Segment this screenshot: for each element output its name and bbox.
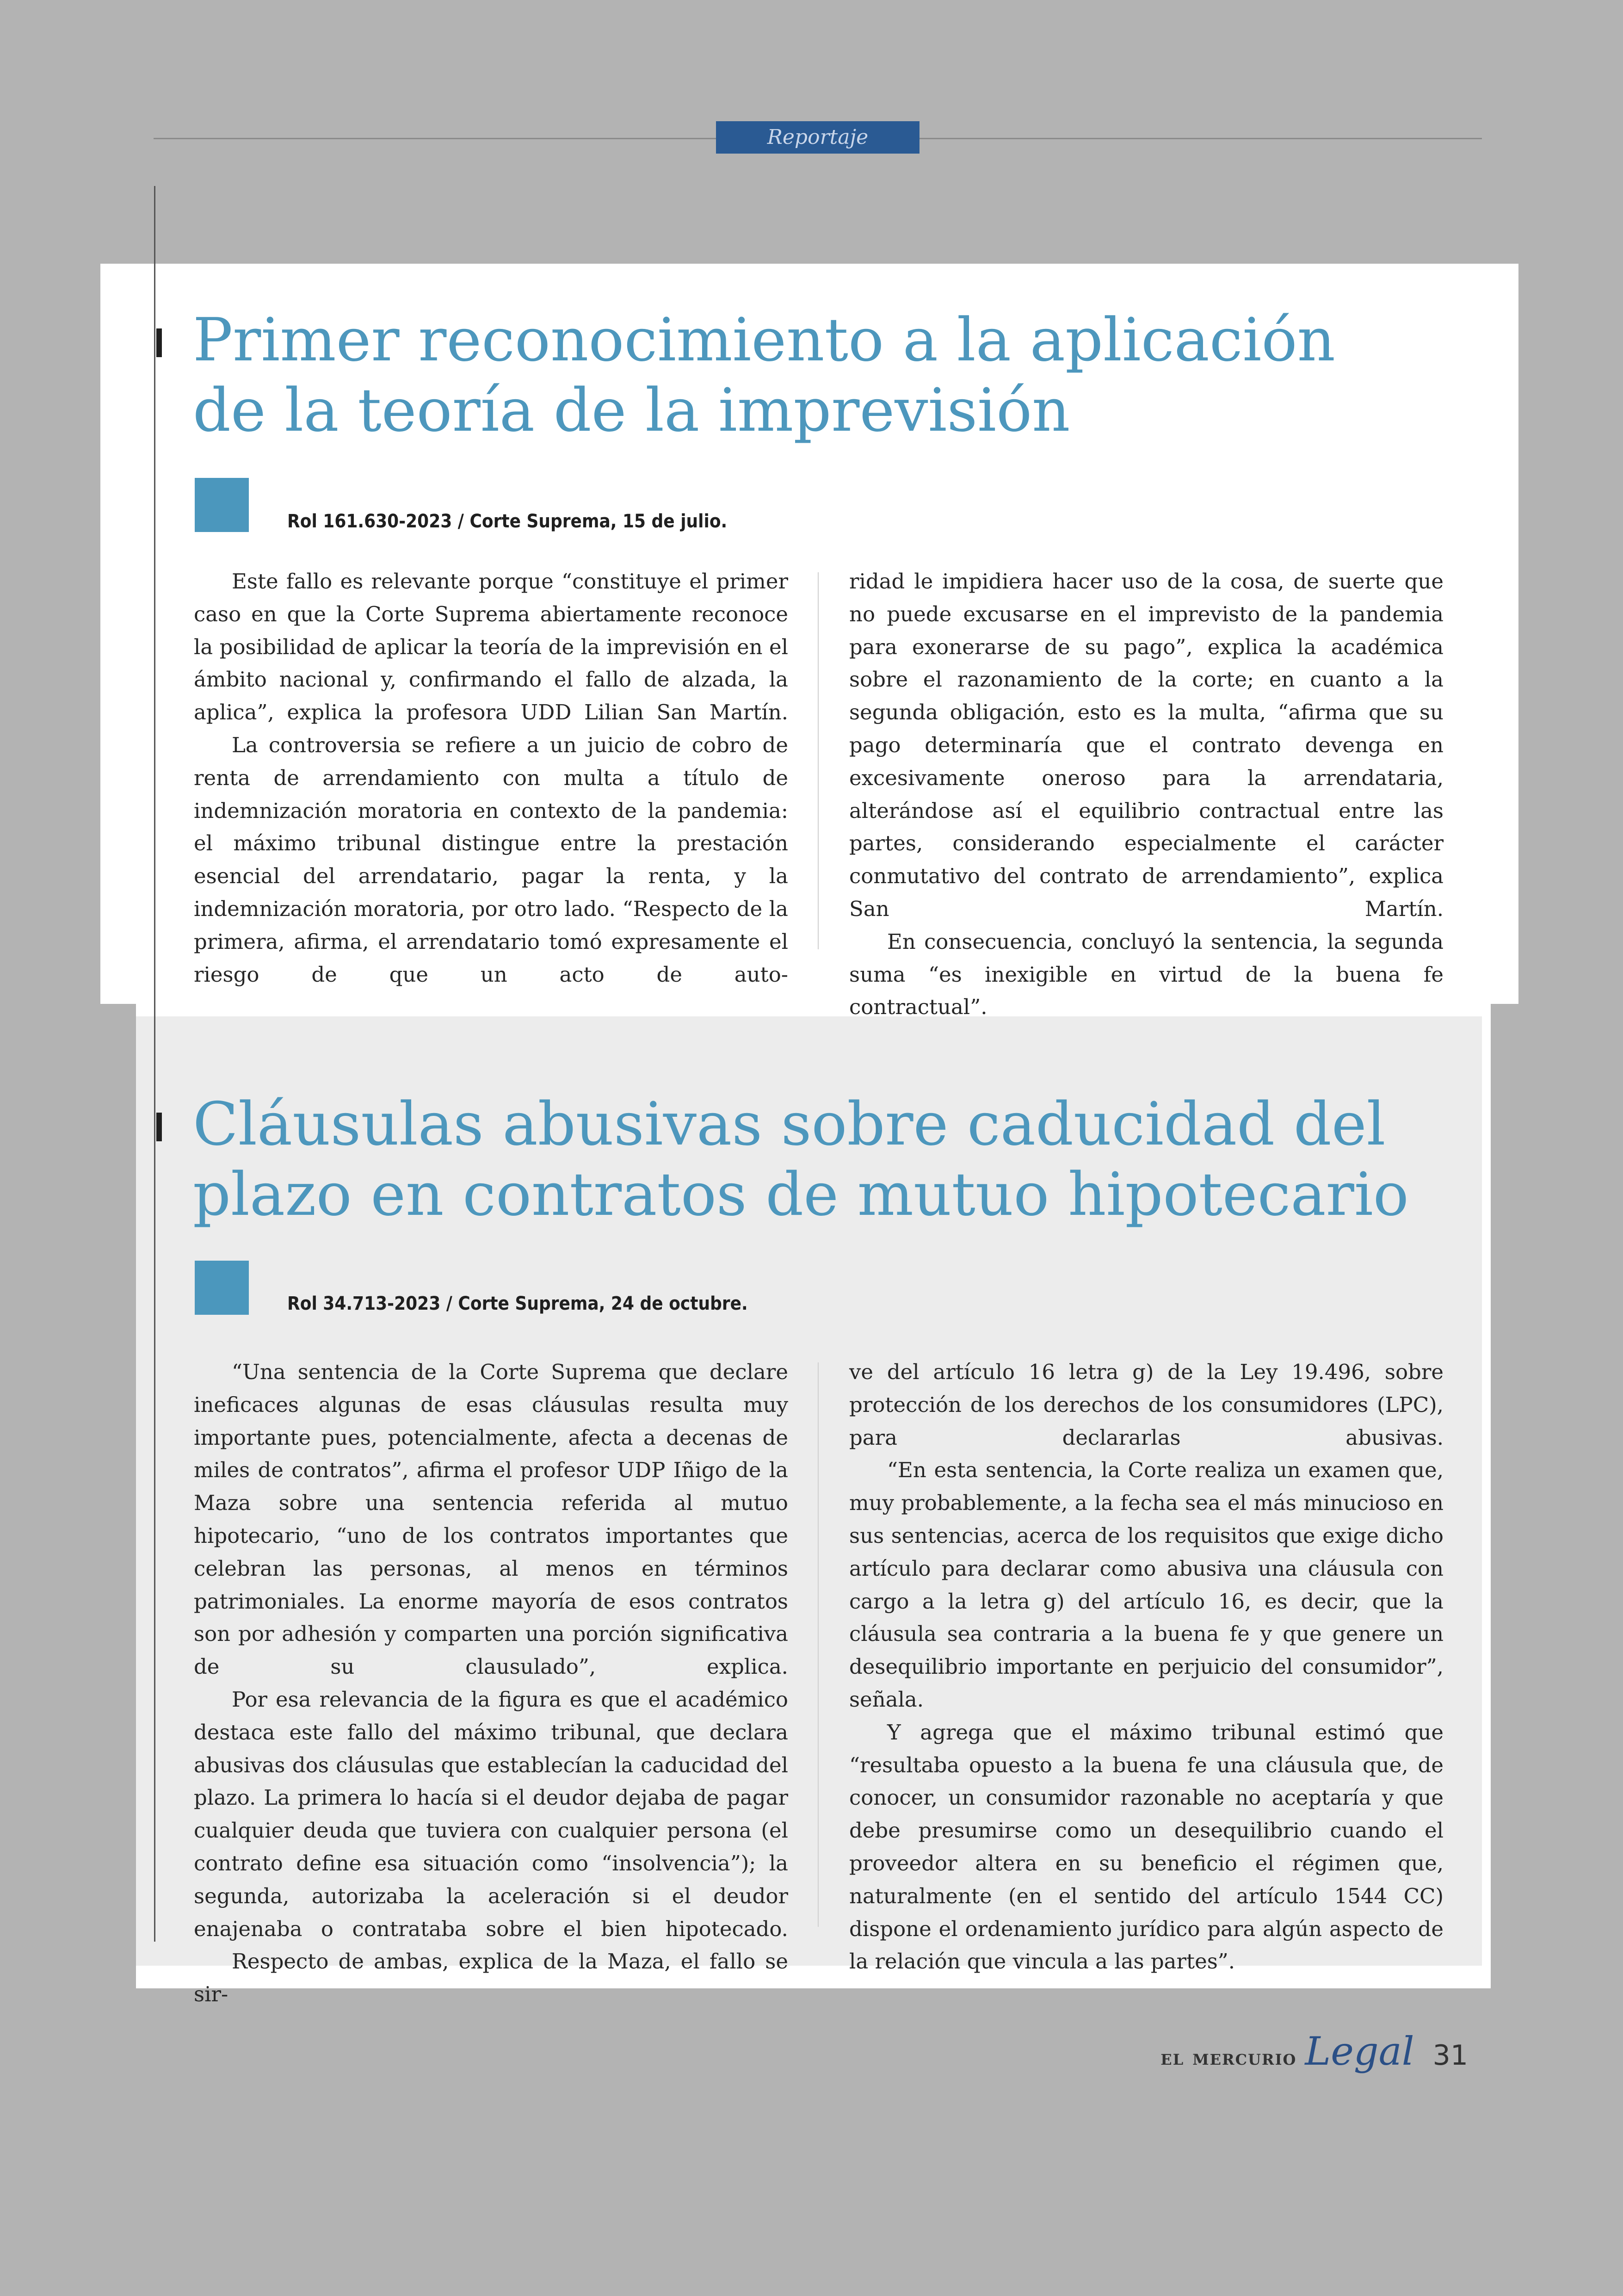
paragraph: Respecto de ambas, explica de la Maza, el fallo se sir-	[194, 1949, 788, 2007]
citation-square	[195, 1261, 249, 1315]
paragraph: La controversia se refiere a un juicio de cobro de renta de arrendamiento con multa a título de indemnización moratoria en contexto de la pandemia: el máximo tribunal distingue entre la prestación esencial del arrendatario, pagar la renta, y la indemnización moratoria, por otro lado. “Respecto de la primera, afirma, el arrendatario tomó expresamente el riesgo de que un acto de auto-	[194, 732, 788, 987]
margin-rule	[154, 186, 155, 1942]
article1-title-line1: Primer reconocimiento a la aplicación	[193, 306, 1335, 375]
column-divider	[818, 572, 819, 949]
paragraph: Y agrega que el máximo tribunal estimó que “resultaba opuesto a la buena fe una cláusula que, de conocer, un consumidor razonable no aceptaría y que debe presumirse como un desequilibrio cuando el proveedor altera en su beneficio el régimen que, naturalmente (en el sentido del artículo 1544 CC) dispone el ordenamiento jurídico para algún aspecto de la relación que vincula a las partes”.	[849, 1720, 1444, 1974]
citation-square	[195, 478, 249, 532]
article1-left-column	[194, 565, 788, 991]
paragraph: “En esta sentencia, la Corte realiza un examen que, muy probablemente, a la fecha sea el más minucioso en sus sentencias, acerca de los requisitos que exige dicho artículo para declarar como abusiva una cláusula con cargo a la letra g) del artículo 16, es decir, que la cláusula sea contraria a la buena fe y que genere un desequilibrio importante en perjuicio del consumidor”, señala.	[849, 1458, 1444, 1712]
article1-title-line2: de la teoría de la imprevisión	[193, 376, 1070, 445]
paragraph: Por esa relevancia de la figura es que el académico destaca este fallo del máximo tribunal, que declara abusivas dos cláusulas que establecían la caducidad del plazo. La primera lo hacía si el deudor dejaba de pagar cualquier deuda que tuviera con cualquier persona (el contrato define esa situación como “insolvencia”); la segunda, autorizaba la aceleración si el deudor enajenaba o contrataba sobre el bien hipotecado.	[194, 1687, 788, 1941]
section-label: Reportaje	[716, 121, 919, 154]
footer	[1160, 2029, 1468, 2074]
article2-left-column	[194, 1356, 788, 2011]
footer-brand: el mercurio	[1160, 2045, 1297, 2070]
paragraph: ridad le impidiera hacer uso de la cosa, de suerte que no puede excusarse en el imprevisto de la pandemia para exonerarse de su pago”, explica la académica sobre el razonamiento de la corte; en cuanto a la segunda obligación, esto es la multa, “afirma que su pago determinaría que el contrato devenga en excesivamente oneroso para la arrendataria, alterándose así el equilibrio contractual entre las partes, considerando especialmente el carácter conmutativo del contrato de arrendamiento”, explica San Martín.	[849, 569, 1444, 921]
article2-headline	[193, 1089, 1409, 1230]
article1-headline	[193, 305, 1335, 446]
paragraph: Este fallo es relevante porque “constituye el primer caso en que la Corte Suprema abiertamente reconoce la posibilidad de aplicar la teoría de la imprevisión en el ámbito nacional y, confirmando el fallo de alzada, la aplica”, explica la profesora UDD Lilian San Martín.	[194, 569, 788, 725]
headline-marker	[156, 328, 162, 357]
page-number: 31	[1432, 2039, 1468, 2072]
headline-marker	[156, 1113, 162, 1141]
paragraph: “Una sentencia de la Corte Suprema que declare ineficaces algunas de esas cláusulas resulta muy importante pues, potencialmente, afecta a decenas de miles de contratos”, afirma el profesor UDP Iñigo de la Maza sobre una sentencia referida al mutuo hipotecario, “uno de los contratos importantes que celebran las personas, al menos en términos patrimoniales. La enorme mayoría de esos contratos son por adhesión y comparten una porción significativa de su clausulado”, explica.	[194, 1360, 788, 1679]
article1-citation: Rol 161.630-2023 / Corte Suprema, 15 de julio.	[287, 511, 728, 532]
article2-citation: Rol 34.713-2023 / Corte Suprema, 24 de octubre.	[287, 1293, 748, 1314]
article1-right-column	[849, 565, 1444, 1024]
paragraph: ve del artículo 16 letra g) de la Ley 19.496, sobre protección de los derechos de los consumidores (LPC), para declararlas abusivas.	[849, 1360, 1444, 1450]
article2-title-line1: Cláusulas abusivas sobre caducidad del	[193, 1090, 1386, 1159]
paragraph: En consecuencia, concluyó la sentencia, la segunda suma “es inexigible en virtud de la buena fe contractual”.	[849, 929, 1444, 1020]
article2-right-column	[849, 1356, 1444, 1978]
column-divider	[818, 1362, 819, 1927]
article2-title-line2: plazo en contratos de mutuo hipotecario	[193, 1160, 1409, 1229]
footer-legal-logo: Legal	[1305, 2029, 1414, 2074]
